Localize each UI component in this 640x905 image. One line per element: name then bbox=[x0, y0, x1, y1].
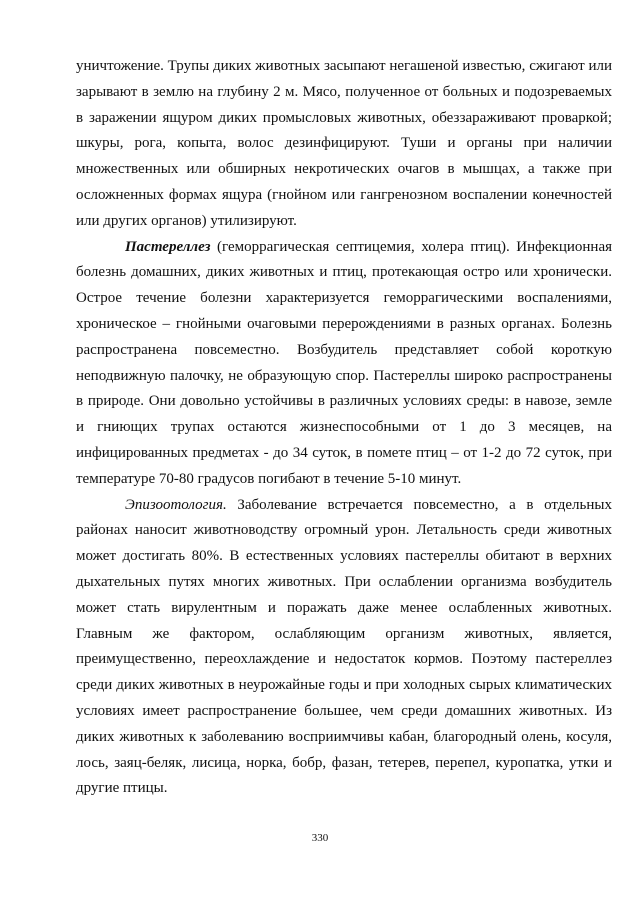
paragraph-epizootology bbox=[76, 493, 612, 803]
paragraph-epizootology-text: Заболевание встречается повсеместно, а в отдельных районах наносит животноводству огромный урон. Летальность среди животных может достигать 80%. В естественных условиях пастереллы обитают в верхних дыхательных путях многих животных. При ослаблении организма возбудитель может стать вирулентным и поражать даже менее ослабленных животных. Главным же фактором, ослабляющим организм животных, является, преимущественно, переохлаждение и недостаток кормов. Поэтому пастереллез среди диких животных в неурожайные годы и при холодных сырых климатических условиях имеет распространение большее, чем среди домашних животных. Из диких животных к заболеванию восприимчивы кабан, благородный олень, косуля, лось, заяц-беляк, лисица, норка, бобр, фазан, тетерев, перепел, куропатка, утки и другие птицы. bbox=[76, 496, 612, 797]
paragraph-pasteurellosis-text: (геморрагическая септицемия, холера птиц). Инфекционная болезнь домашних, диких животных и птиц, протекающая остро или хронически. Острое течение болезни характеризуется геморрагическими воспалениями, хроническое – гнойными очаговыми перерождениями в разных органах. Болезнь распространена повсеместно. Возбудитель представляет собой короткую неподвижную палочку, не образующую спор. Пастереллы широко распространены в природе. Они довольно устойчивы в различных условиях среды: в навозе, земле и гниющих трупах остаются жизнеспособными от 1 до 3 месяцев, на инфицированных предметах - до 34 суток, в помете птиц – от 1-2 до 72 суток, при температуре 70-80 градусов погибают в течение 5-10 минут. bbox=[76, 238, 612, 487]
page-number: 330 bbox=[311, 832, 329, 844]
term-pasteurellosis: Пастереллез bbox=[125, 238, 211, 255]
paragraph-pasteurellosis bbox=[76, 235, 612, 493]
term-epizootology: Эпизоотология. bbox=[125, 496, 227, 513]
paragraph-carryover: уничтожение. Трупы диких животных засыпают негашеной известью, сжигают или зарывают в землю на глубину 2 м. Мясо, полученное от больных и подозреваемых в заражении ящуром диких промысловых животных, обеззараживают проваркой; шкуры, рога, копыта, волос дезинфицируют. Туши и органы при наличии множественных или обширных некротических очагов в мышцах, а также при осложненных формах ящура (гнойном или гангренозном воспалении конечностей или других органов) утилизируют. bbox=[76, 58, 612, 229]
page-body bbox=[76, 54, 612, 802]
